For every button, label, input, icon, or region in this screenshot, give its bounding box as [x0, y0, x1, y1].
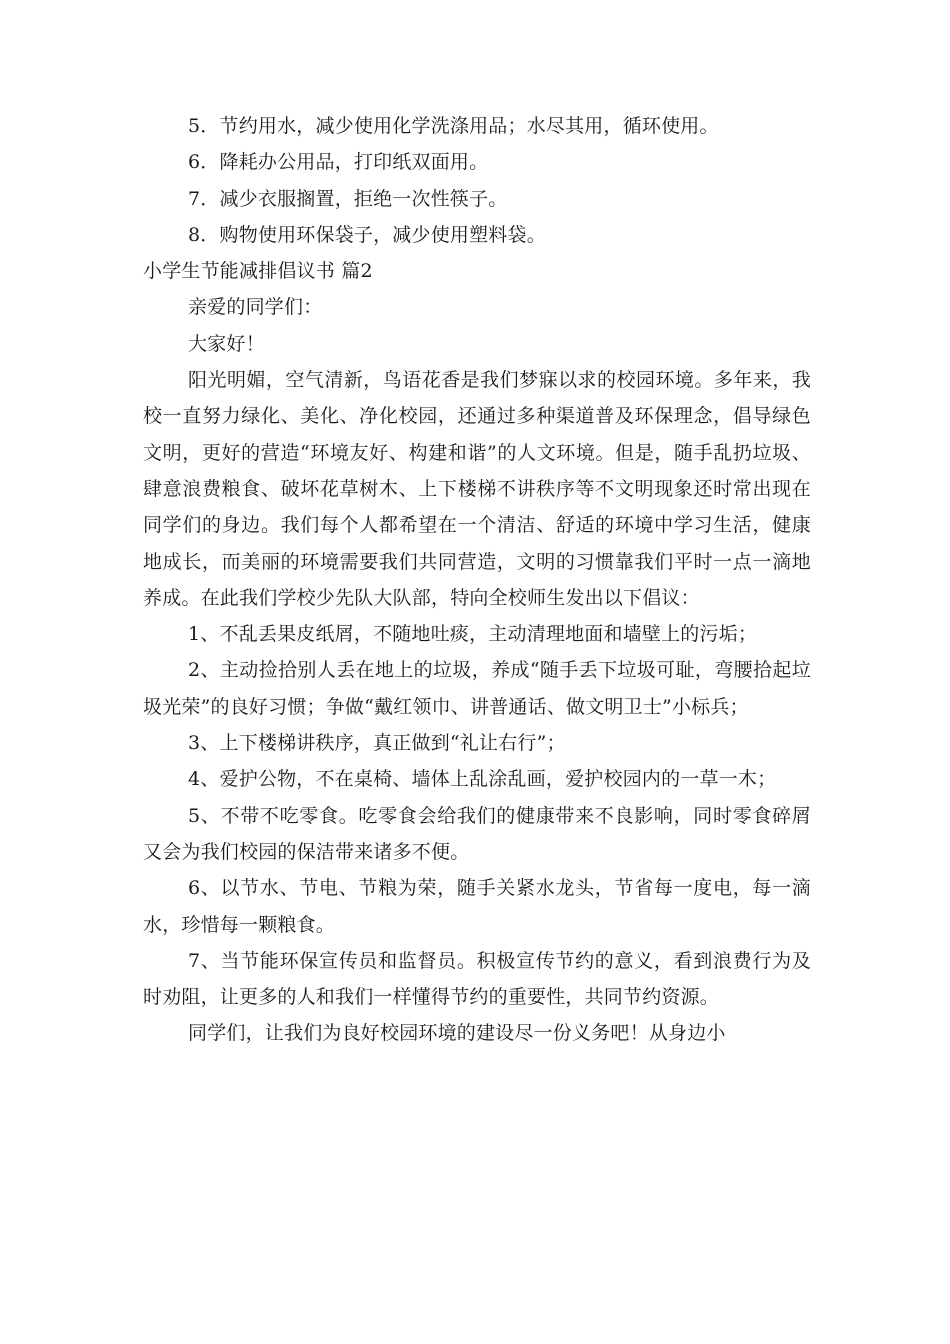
proposal-item-6: 6、以节水、节电、节粮为荣，随手关紧水龙头，节省每一度电，每一滴水，珍惜每一颗粮食。 — [143, 877, 811, 936]
list-item-8-shopping-bags: 8．购物使用环保袋子，减少使用塑料袋。 — [188, 223, 546, 246]
proposal-item-7: 7、当节能环保宣传员和监督员。积极宣传节约的意义，看到浪费行为及时劝阻，让更多的人和我们一样懂得节约的重要性，共同节约资源。 — [143, 949, 811, 1009]
salutation: 亲爱的同学们： — [188, 296, 323, 319]
proposal-item-3: 3、上下楼梯讲秩序，真正做到“礼让右行”； — [188, 732, 566, 755]
proposal-item-2: 2、主动捡拾别人丢在地上的垃圾，养成“随手丢下垃圾可耻，弯腰拾起垃圾光荣”的良好习惯；争做“戴红领巾、讲普通话、做文明卫士”小标兵； — [143, 659, 811, 718]
section-heading: 小学生节能减排倡议书 篇2 — [143, 260, 373, 283]
proposal-item-5: 5、不带不吃零食。吃零食会给我们的健康带来不良影响，同时零食碎屑又会为我们校园的保洁带来诸多不便。 — [143, 804, 811, 863]
list-item-6-office-supplies: 6．降耗办公用品，打印纸双面用。 — [188, 151, 489, 174]
greeting: 大家好！ — [188, 332, 265, 355]
list-item-7-chopsticks: 7．减少衣服搁置，拒绝一次性筷子。 — [188, 187, 508, 210]
document-body — [143, 108, 811, 1052]
proposal-item-1: 1、不乱丢果皮纸屑，不随地吐痰，主动清理地面和墙壁上的污垢； — [188, 623, 758, 646]
proposal-item-4: 4、爱护公物，不在桌椅、墙体上乱涂乱画，爱护校园内的一草一木； — [188, 768, 777, 791]
list-item-5-save-water: 5．节约用水，减少使用化学洗涤用品；水尽其用，循环使用。 — [188, 115, 719, 137]
closing-paragraph: 同学们，让我们为良好校园环境的建设尽一份义务吧！从身边小 — [188, 1022, 726, 1045]
intro-paragraph: 阳光明媚，空气清新，鸟语花香是我们梦寐以求的校园环境。多年来，我校一直努力绿化、美化、净化校园，还通过多种渠道普及环保理念，倡导绿色文明，更好的营造“环境友好、构建和谐”的人文环境。但是，随手乱扔垃圾、肆意浪费粮食、破坏花草树木、上下楼梯不讲秩序等不文明现象还时常出现在同学们的身边。我们每个人都希望在一个清洁、舒适的环境中学习生活，健康地成长，而美丽的环境需要我们共同营造，文明的习惯靠我们平时一点一滴地养成。在此我们学校少先队大队部，特向全校师生发出以下倡议： — [143, 369, 811, 609]
